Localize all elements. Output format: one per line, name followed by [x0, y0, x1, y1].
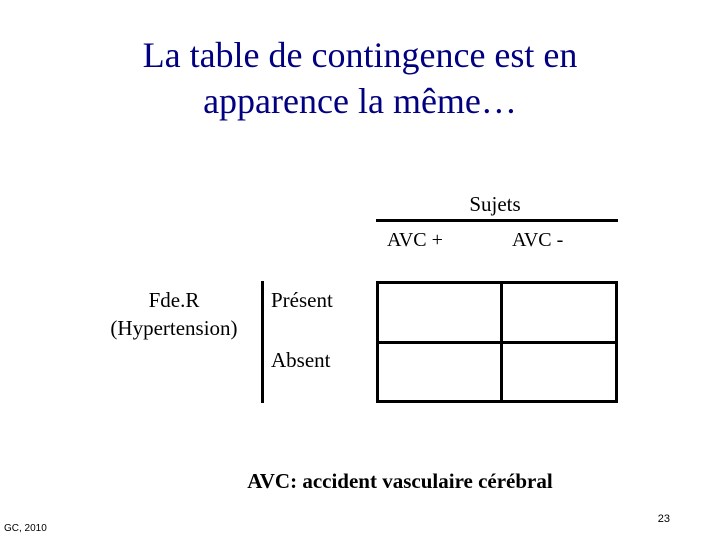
row-header-present: Présent	[271, 288, 333, 312]
row-group-label-line-1: Fde.R	[148, 288, 200, 312]
row-group-label	[92, 286, 256, 342]
column-header-avc-positive: AVC +	[387, 229, 443, 251]
slide-title	[60, 32, 660, 124]
slide-title-line-2: apparence la même…	[203, 81, 517, 121]
row-header-divider	[261, 281, 264, 403]
column-group-label: Sujets	[469, 192, 521, 216]
grid-horizontal-line	[376, 341, 618, 344]
slide-title-line-1: La table de contingence est en	[142, 35, 578, 75]
row-group-label-line-2: (Hypertension)	[110, 316, 238, 340]
footer-author-date: GC, 2010	[4, 523, 47, 534]
abbreviation-caption: AVC: accident vasculaire cérébral	[247, 469, 553, 493]
row-header-absent: Absent	[271, 348, 331, 372]
column-header-avc-negative: AVC -	[512, 229, 564, 251]
page-number: 23	[657, 513, 670, 525]
column-header-divider	[376, 219, 618, 222]
